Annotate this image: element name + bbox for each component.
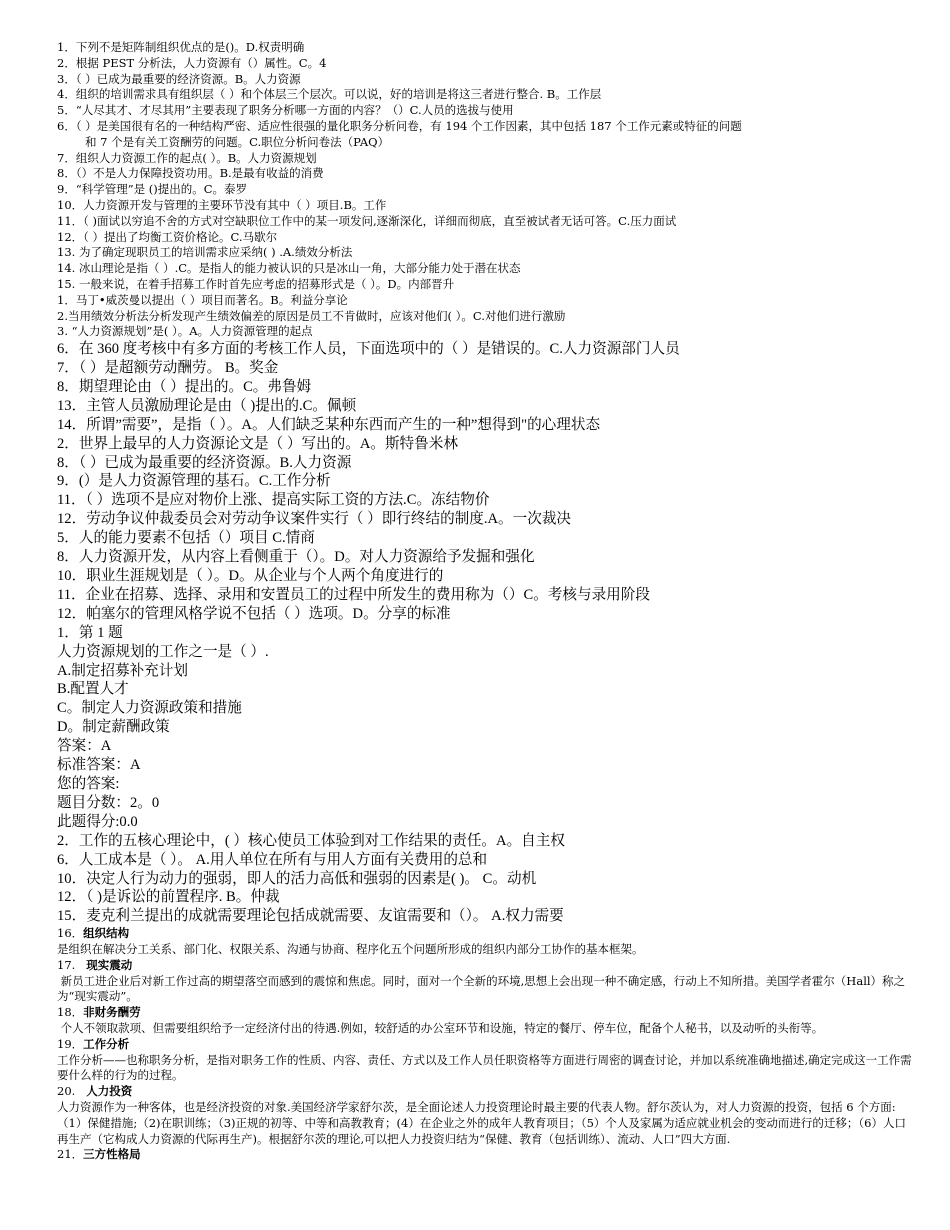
- term-number: 20.: [57, 1084, 87, 1099]
- term-body: 是组织在解决分工关系、部门化、权限关系、沟通与协商、程序化五个问题所形成的组织内部分工协作的基本框架。: [57, 942, 644, 957]
- term-heading: [57, 1084, 917, 1100]
- question-line: 2．世界上最早的人力资源论文是（ ）写出的。A。斯特鲁米林: [57, 435, 458, 452]
- question-line: 人力资源规划的工作之一是（ ）.: [57, 643, 269, 660]
- term-number: 18．: [57, 1005, 84, 1020]
- term-title: 现实震动: [86, 957, 133, 972]
- question-line: 13. 为了确定现职员工的培训需求应采纳( ) .A.绩效分析法: [57, 245, 353, 260]
- term-body: 工作分析——也称职务分析，是指对职务工作的性质、内容、责任、方式以及工作人员任职资格等方面进行周密的调查讨论，并加以系统准确地描述,确定完成这一工作需要什么样的行为的过程。: [57, 1052, 912, 1083]
- question-line: 12．劳动争议仲裁委员会对劳动争议案件实行（ ）即行终结的制度.A。一次裁决: [57, 511, 572, 528]
- question-line: 10．决定人行为动力的强弱，即人的活力高低和强弱的因素是( )。 C。动机: [57, 870, 537, 887]
- question-line: C。制定人力资源政策和措施: [57, 700, 242, 717]
- term-title: 三方性格局: [83, 1147, 141, 1162]
- question-line: 5．人的能力要素不包括（）项目 C.情商: [57, 530, 315, 547]
- term-title: 组织结构: [83, 926, 130, 941]
- question-line: 5．“人尽其才、才尽其用”主要表现了职务分析哪一方面的内容？（）C.人员的选拔与使用: [57, 103, 514, 118]
- question-line: 1．第 1 题: [57, 624, 123, 641]
- question-line: 此题得分:0.0: [57, 813, 138, 830]
- term-body: 个人不领取款项、但需要组织给予一定经济付出的待遇.例如，较舒适的办公室环节和设施，特定的餐厅、停车位，配备个人秘书，以及动听的头衔等。: [57, 1021, 824, 1036]
- question-line: 标准答案：A: [57, 757, 141, 774]
- question-line: 2.当用绩效分析法分析发现产生绩效偏差的原因是员工不肯做时，应该对他们( ）。C.对他们进行激励: [57, 308, 566, 323]
- term-number: 19．: [57, 1036, 84, 1051]
- term-number: 17.: [57, 957, 87, 972]
- question-line: 14．所谓”需要”，是指（ ）。A。人们缺乏某种东西而产生的一种”想得到"的心理状态: [57, 416, 601, 433]
- question-block-large: [57, 340, 917, 926]
- question-line: 15. 一般来说，在着手招募工作时首先应考虑的招募形式是（ ）。D。内部晋升: [57, 276, 455, 291]
- term-definitions: [57, 926, 917, 1163]
- question-line: 15．麦克利兰提出的成就需要理论包括成就需要、友谊需要和（）。 A.权力需要: [57, 908, 564, 925]
- question-line: 11．（ ）选项不是应对物价上涨、提高实际工资的方法.C。冻结物价: [57, 492, 490, 509]
- question-line: 和 7 个是有关工资酬劳的问题。C.职位分析问卷法（PAQ）: [85, 134, 390, 149]
- question-line: 11．企业在招募、选择、录用和安置员工的过程中所发生的费用称为（）C。考核与录用阶段: [57, 586, 650, 603]
- question-line: 4．组织的培训需求具有组织层（ ）和个体层三个层次。可以说，好的培训是将这三者进行整合. B。工作层: [57, 87, 602, 102]
- question-line: 1．下列不是矩阵制组织优点的是()。D.权责明确: [57, 40, 305, 54]
- term-number: 21．: [57, 1147, 84, 1162]
- question-line: 8．期望理论由（ ）提出的。C。弗鲁姆: [57, 378, 312, 395]
- question-line: 8．（）不是人力保障投资功用。B.是最有收益的消费: [57, 166, 324, 181]
- question-line: 6．（ ）是美国很有名的一种结构严密、适应性很强的量化职务分析问卷，有 194 个工作因素，其中包括 187 个工作元素或特征的问题: [57, 118, 742, 133]
- question-line: 您的答案:: [57, 775, 120, 792]
- question-line: 12．帕塞尔的管理风格学说不包括（ ）选项。D。分享的标准: [57, 605, 451, 622]
- term-number: 16．: [57, 926, 84, 941]
- question-line: 题目分数：2。0: [57, 794, 160, 811]
- question-line: 6．人工成本是（ ）。 A.用人单位在所有与用人方面有关费用的总和: [57, 851, 488, 868]
- term-heading: [57, 1005, 917, 1021]
- document-page: [57, 40, 917, 1163]
- question-line: 8．人力资源开发，从内容上看侧重于（）。D。对人力资源给予发掘和强化: [57, 549, 535, 566]
- question-line: 3. “人力资源规划”是( ）。A。人力资源管理的起点: [57, 324, 313, 339]
- question-line: D。制定薪酬政策: [57, 719, 170, 736]
- question-block-small: [57, 40, 917, 340]
- term-title: 非财务酬劳: [83, 1005, 141, 1020]
- question-line: 1．马丁•威茨曼以提出（ ）项目而著名。B。利益分享论: [57, 292, 348, 307]
- question-line: 11．（ )面试以穷追不舍的方式对空缺职位工作中的某一项发问,逐渐深化，详细而彻底，直至被试者无话可答。C.压力面试: [57, 213, 677, 228]
- term-title: 工作分析: [83, 1036, 130, 1051]
- question-line: 14. 冰山理论是指（ ）.C。是指人的能力被认识的只是冰山一角，大部分能力处于潜在状态: [57, 261, 521, 276]
- question-line: 7．（ ）是超额劳动酬劳。 B。奖金: [57, 360, 279, 377]
- question-line: A.制定招募补充计划: [57, 662, 188, 679]
- term-heading: [57, 926, 917, 942]
- question-line: 9．(）是人力资源管理的基石。C.工作分析: [57, 473, 331, 490]
- question-line: 3．（ ）已成为最重要的经济资源。B。人力资源: [57, 71, 301, 86]
- question-line: 13．主管人员激励理论是由（ )提出的.C。佩顿: [57, 397, 357, 414]
- term-title: 人力投资: [86, 1084, 133, 1099]
- question-line: 答案：A: [57, 738, 112, 755]
- term-body: 新员工进企业后对新工作过高的期望落空而感到的震惊和焦虑。同时，面对一个全新的环境,思想上会出现一种不确定感，行动上不知所措。美国学者霍尔（Hall）称之为“现实震动”。: [57, 973, 906, 1004]
- question-line: 8．（ ）已成为最重要的经济资源。B.人力资源: [57, 454, 352, 471]
- question-line: 2．工作的五核心理论中，( ）核心使员工体验到对工作结果的责任。A。自主权: [57, 832, 565, 849]
- question-line: 10．职业生涯规划是（ ）。D。从企业与个人两个角度进行的: [57, 568, 444, 585]
- question-line: 12．（ ）提出了均衡工资价格论。C.马歇尔: [57, 229, 278, 244]
- question-line: 2．根据 PEST 分析法，人力资源有（）属性。C。4: [57, 55, 327, 70]
- term-heading: [57, 1037, 917, 1053]
- question-line: 12．（ )是诉讼的前置程序. B。仲裁: [57, 889, 280, 906]
- term-heading: [57, 958, 917, 974]
- term-heading: [57, 1147, 917, 1163]
- question-line: 10．人力资源开发与管理的主要环节没有其中（ ）项目.B。工作: [57, 197, 387, 212]
- question-line: 7．组织人力资源工作的起点( ）。B。人力资源规划: [57, 150, 317, 165]
- term-body: 人力资源作为一种客体，也是经济投资的对象.美国经济学家舒尔茨，是全面论述人力投资理论时最主要的代表人物。舒尔茨认为，对人力资源的投资，包括 6 个方面:（1）保健措施;（2)在职训练；（3)正规的初等、中等和高教教育；(4）在企业之外的成年人教育项目；（5）个人及家属为适应就业机会的变动而进行的迁移；（6）人口再生产（它构成人力资源的代际再生产)。根据舒尔茨的理论,可以把人力投资归结为“保健、教育（包括训练）、流动、人口”四大方面.: [57, 1100, 906, 1146]
- question-line: 9．“科学管理”是 ()提出的。C。泰罗: [57, 182, 248, 197]
- question-line: B.配置人才: [57, 681, 129, 698]
- question-line: 6．在 360 度考核中有多方面的考核工作人员，下面选项中的（ ）是错误的。C.人力资源部门人员: [57, 341, 680, 358]
